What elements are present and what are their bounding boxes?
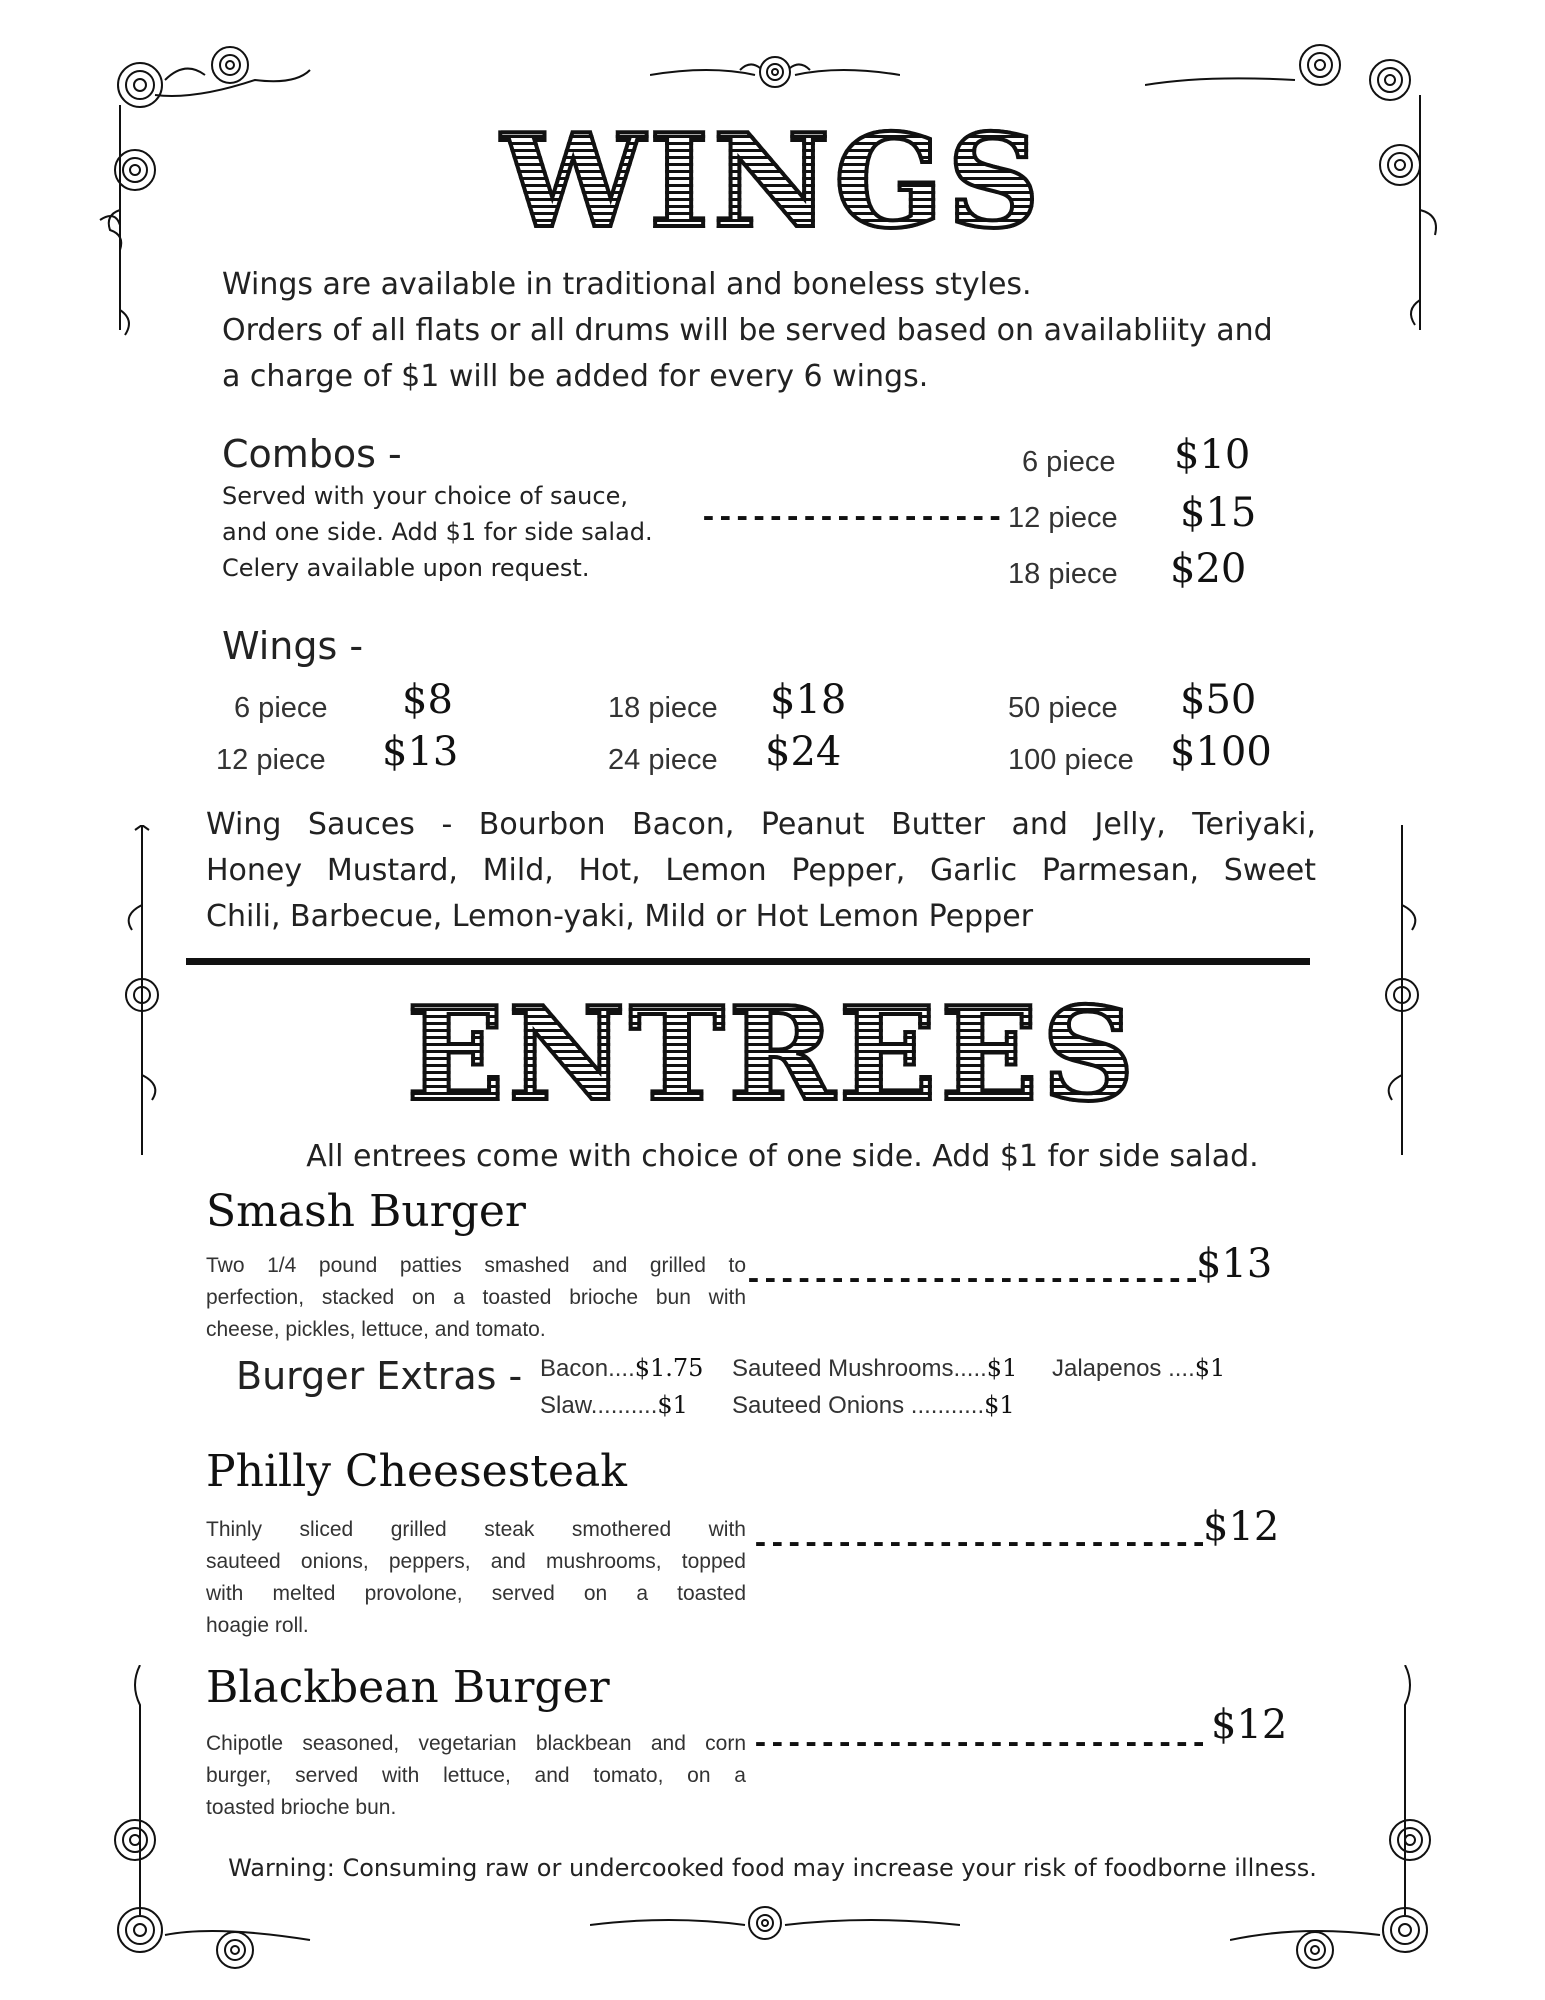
philly-cheesesteak-price: $12 <box>1203 1504 1280 1550</box>
smash-burger-description: Two 1/4 pound patties smashed and grilled to perfection, stacked on a toasted brioche bun with cheese, pickles, lettuce, and tomato. <box>206 1254 746 1341</box>
blackbean-burger-title: Blackbean Burger <box>206 1662 610 1713</box>
section-divider <box>186 958 1310 965</box>
combo-18-qty: 18 piece <box>1008 558 1118 590</box>
wings-12-price: $13 <box>382 729 459 775</box>
combo-6-price: $10 <box>1174 432 1251 478</box>
wing-sauces: Wing Sauces - Bourbon Bacon, Peanut Butter and Jelly, Teriyaki, Honey Mustard, Mild, Hot, Lemon Pepper, Garlic Parmesan, Sweet Chili, Barbecue, Lemon-yaki, Mild or Hot Lemon Pepper <box>206 807 1316 934</box>
wings-intro <box>222 262 1372 400</box>
blackbean-burger-description: Chipotle seasoned, vegetarian blackbean and corn burger, served with lettuce, and tomato, on a toasted brioche bun. <box>206 1732 746 1819</box>
wings-title: WINGS <box>501 107 1044 257</box>
burger-extras-title: Burger Extras - <box>236 1354 523 1398</box>
blackbean-burger-leader: --------------------------- <box>752 1726 1208 1759</box>
wings-only-title: Wings - <box>222 624 364 668</box>
combo-12-qty: 12 piece <box>1008 502 1118 534</box>
wings-18-price: $18 <box>770 677 847 723</box>
wings-24-qty: 24 piece <box>608 744 718 776</box>
entrees-title: ENTREES <box>406 980 1139 1130</box>
extra-bacon: Bacon....$1.75 <box>540 1354 704 1382</box>
combo-12-price: $15 <box>1180 490 1257 536</box>
wings-6-price: $8 <box>402 677 453 723</box>
extra-onions: Sauteed Onions ...........$1 <box>732 1391 1015 1419</box>
extra-jalapenos: Jalapenos ....$1 <box>1052 1354 1226 1382</box>
wings-24-price: $24 <box>765 729 842 775</box>
wings-intro-line2: Orders of all flats or all drums will be served based on availabliity and <box>222 313 1273 348</box>
entrees-intro: All entrees come with choice of one side. Add $1 for side salad. <box>306 1139 1259 1174</box>
extra-mushrooms: Sauteed Mushrooms.....$1 <box>732 1354 1018 1382</box>
wings-100-price: $100 <box>1170 729 1272 775</box>
smash-burger-price: $13 <box>1196 1241 1273 1287</box>
philly-cheesesteak-title: Philly Cheesesteak <box>206 1446 627 1497</box>
combos-description: Served with your choice of sauce, and one side. Add $1 for side salad. Celery available upon request. <box>222 482 653 582</box>
wings-18-qty: 18 piece <box>608 692 718 724</box>
philly-cheesesteak-description: Thinly sliced grilled steak smothered with sauteed onions, peppers, and mushrooms, topped with melted provolone, served on a toasted hoagie roll. <box>206 1518 746 1637</box>
wings-50-price: $50 <box>1180 677 1257 723</box>
wings-6-qty: 6 piece <box>234 692 328 724</box>
combo-18-price: $20 <box>1170 546 1247 592</box>
wings-intro-line3: a charge of $1 will be added for every 6 wings. <box>222 359 929 394</box>
blackbean-burger-price: $12 <box>1211 1702 1288 1748</box>
wings-100-qty: 100 piece <box>1008 744 1134 776</box>
wings-intro-line1: Wings are available in traditional and boneless styles. <box>222 267 1032 302</box>
smash-burger-title: Smash Burger <box>206 1186 526 1237</box>
combos-title: Combos - <box>222 432 402 476</box>
combos-leader: ------------------ <box>700 500 1004 533</box>
smash-burger-leader: --------------------------- <box>745 1262 1201 1295</box>
philly-cheesesteak-leader: --------------------------- <box>752 1526 1208 1559</box>
wings-12-qty: 12 piece <box>216 744 326 776</box>
rose-bottom-center-icon <box>590 1895 960 1950</box>
rose-top-center-icon <box>650 50 900 100</box>
extra-slaw: Slaw..........$1 <box>540 1391 688 1419</box>
combo-6-qty: 6 piece <box>1022 446 1116 478</box>
food-warning: Warning: Consuming raw or undercooked food may increase your risk of foodborne illness. <box>228 1854 1317 1882</box>
wings-50-qty: 50 piece <box>1008 692 1118 724</box>
